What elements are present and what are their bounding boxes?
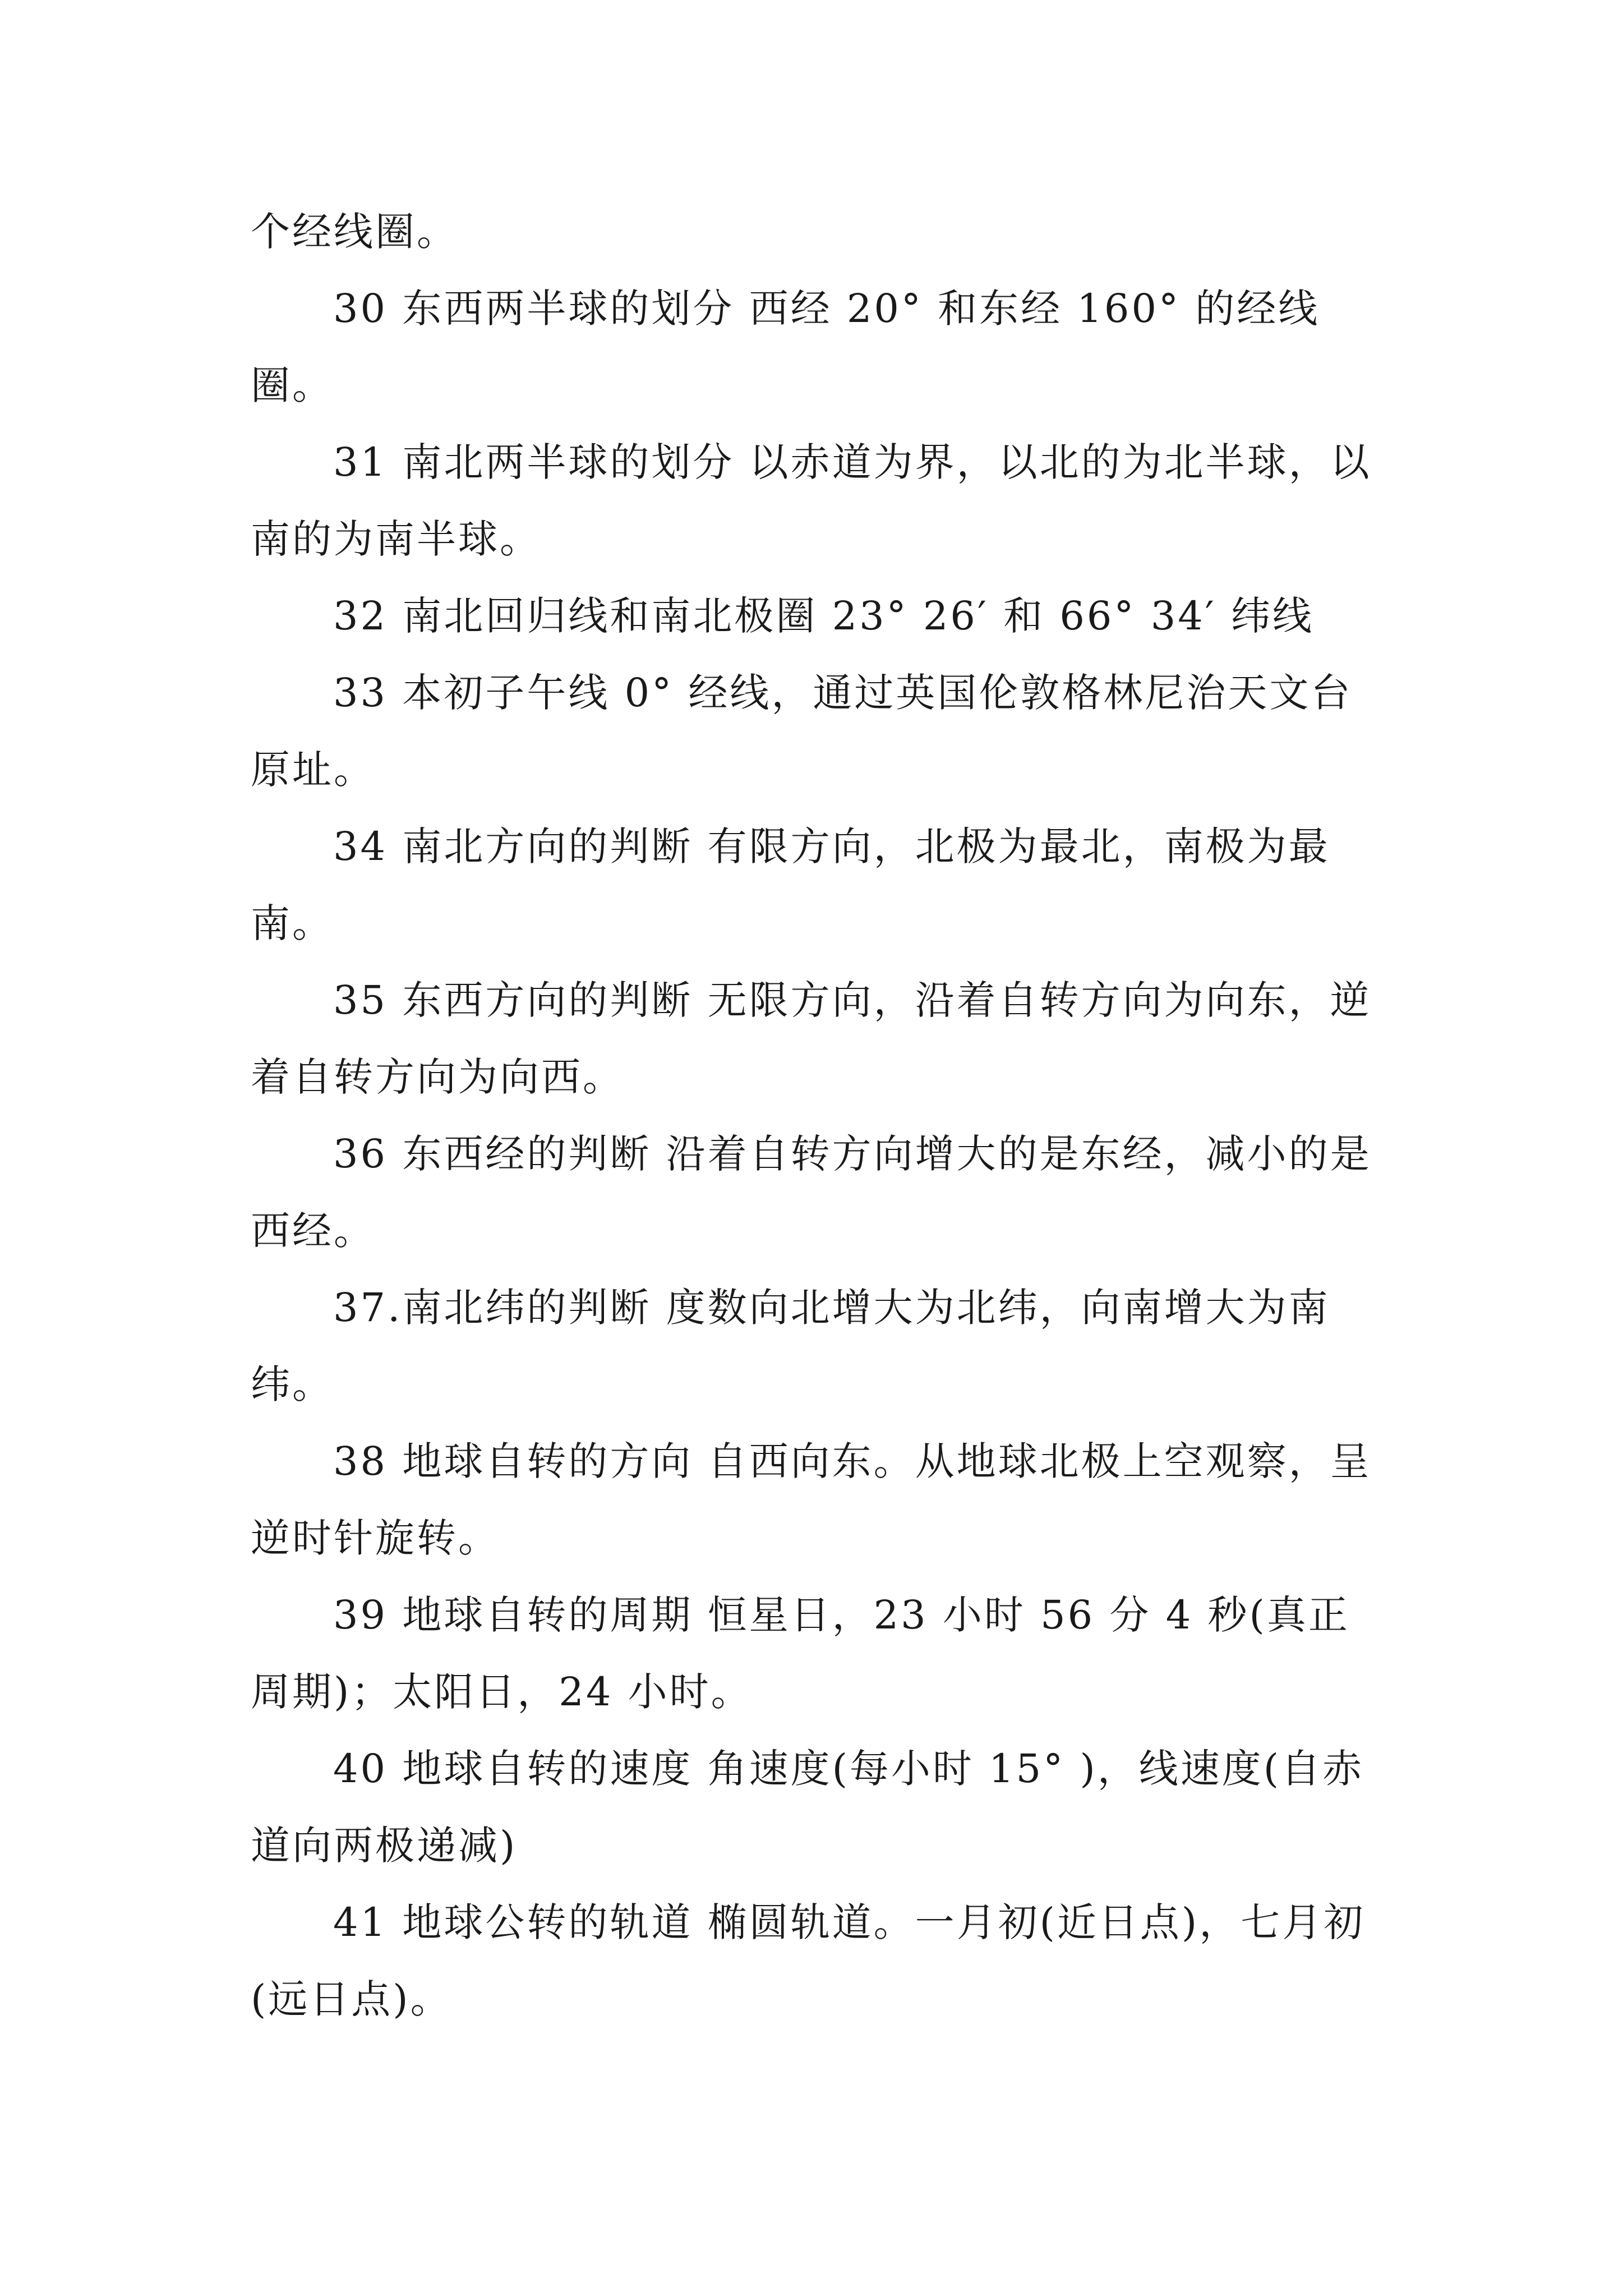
document-body [251,194,1384,2038]
paragraph-40: 40 地球自转的速度 角速度(每小时 15° )，线速度(自赤道向两极递减) [251,1746,1364,1869]
paragraph-34: 34 南北方向的判断 有限方向，北极为最北，南极为最南。 [251,823,1330,946]
paragraph-33: 33 本初子午线 0° 经线，通过英国伦敦格林尼治天文台原址。 [251,670,1353,793]
paragraph-30: 30 东西两半球的划分 西经 20° 和东经 160° 的经线圈。 [251,286,1320,408]
paragraph-continuation: 个经线圈。 [251,209,458,255]
paragraph-37: 37.南北纬的判断 度数向北增大为北纬，向南增大为南纬。 [251,1285,1330,1407]
paragraph-32: 32 南北回归线和南北极圈 23° 26′ 和 66° 34′ 纬线 [333,593,1314,639]
paragraph-31: 31 南北两半球的划分 以赤道为界，以北的为北半球，以南的为南半球。 [251,439,1372,562]
paragraph-41: 41 地球公转的轨道 椭圆轨道。一月初(近日点)，七月初(远日点)。 [251,1899,1366,2022]
paragraph-35: 35 东西方向的判断 无限方向，沿着自转方向为向东，逆着自转方向为向西。 [251,977,1372,1100]
paragraph-38: 38 地球自转的方向 自西向东。从地球北极上空观察，呈逆时针旋转。 [251,1438,1372,1561]
paragraph-39: 39 地球自转的周期 恒星日，23 小时 56 分 4 秒(真正周期)；太阳日，24 小时。 [251,1592,1350,1715]
paragraph-36: 36 东西经的判断 沿着自转方向增大的是东经，减小的是西经。 [251,1131,1372,1254]
